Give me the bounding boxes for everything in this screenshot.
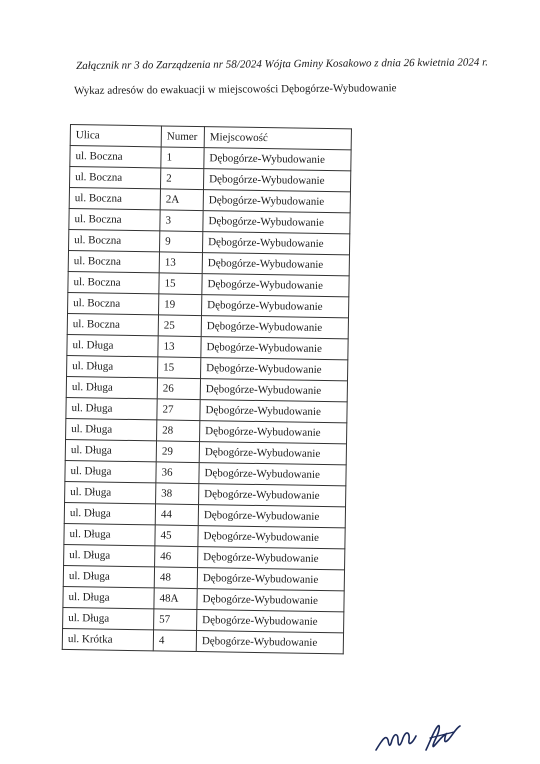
table-body	[62, 146, 351, 654]
cell-number: 13	[158, 336, 201, 358]
cell-number: 1	[161, 147, 204, 169]
cell-number: 13	[159, 252, 202, 274]
header-number: Numer	[161, 126, 204, 148]
cell-locality: Dębogórze-Wybudowanie	[199, 442, 346, 465]
cell-locality: Dębogórze-Wybudowanie	[199, 484, 346, 507]
cell-locality: Dębogórze-Wybudowanie	[204, 148, 351, 171]
cell-street: ul. Długa	[65, 481, 156, 503]
cell-street: ul. Długa	[63, 607, 154, 629]
cell-street: ul. Krótka	[62, 628, 153, 650]
cell-locality: Dębogórze-Wybudowanie	[200, 379, 347, 402]
cell-locality: Dębogórze-Wybudowanie	[198, 505, 345, 528]
cell-locality: Dębogórze-Wybudowanie	[196, 631, 343, 654]
cell-street: ul. Długa	[64, 544, 155, 566]
cell-locality: Dębogórze-Wybudowanie	[202, 274, 349, 297]
cell-street: ul. Boczna	[68, 250, 159, 272]
handwritten-signature-icon	[372, 718, 466, 758]
cell-locality: Dębogórze-Wybudowanie	[202, 295, 349, 318]
cell-number: 3	[160, 210, 203, 232]
cell-street: ul. Długa	[63, 565, 154, 587]
cell-street: ul. Boczna	[69, 229, 160, 251]
cell-street: ul. Długa	[67, 334, 158, 356]
cell-locality: Dębogórze-Wybudowanie	[202, 232, 349, 255]
cell-locality: Dębogórze-Wybudowanie	[202, 253, 349, 276]
address-table	[62, 124, 352, 654]
cell-locality: Dębogórze-Wybudowanie	[197, 610, 344, 633]
cell-street: ul. Długa	[65, 460, 156, 482]
table-row	[62, 628, 343, 653]
document-subheading: Wykaz adresów do ewakuacji w miejscowości Dębogórze-Wybudowanie	[74, 82, 397, 97]
cell-street: ul. Długa	[64, 502, 155, 524]
cell-street: ul. Boczna	[67, 313, 158, 335]
cell-street: ul. Długa	[64, 523, 155, 545]
cell-locality: Dębogórze-Wybudowanie	[201, 316, 348, 339]
cell-number: 19	[159, 294, 202, 316]
cell-locality: Dębogórze-Wybudowanie	[203, 211, 350, 234]
header-locality: Miejscowość	[204, 127, 351, 150]
cell-locality: Dębogórze-Wybudowanie	[200, 421, 347, 444]
cell-locality: Dębogórze-Wybudowanie	[201, 337, 348, 360]
cell-street: ul. Boczna	[68, 292, 159, 314]
cell-number: 4	[153, 630, 196, 652]
cell-locality: Dębogórze-Wybudowanie	[203, 169, 350, 192]
cell-number: 28	[157, 420, 200, 442]
cell-number: 2A	[160, 189, 203, 211]
cell-number: 26	[157, 378, 200, 400]
cell-number: 46	[155, 546, 198, 568]
cell-locality: Dębogórze-Wybudowanie	[197, 568, 344, 591]
cell-locality: Dębogórze-Wybudowanie	[201, 358, 348, 381]
cell-street: ul. Boczna	[69, 208, 160, 230]
cell-number: 15	[158, 357, 201, 379]
cell-street: ul. Boczna	[70, 167, 161, 189]
cell-locality: Dębogórze-Wybudowanie	[198, 547, 345, 570]
document-heading: Załącznik nr 3 do Zarządzenia nr 58/2024 Wójta Gminy Kosakowo z dnia 26 kwietnia 2024 r.	[76, 56, 488, 72]
cell-locality: Dębogórze-Wybudowanie	[199, 463, 346, 486]
cell-number: 57	[154, 609, 197, 631]
cell-number: 15	[159, 273, 202, 295]
cell-number: 27	[157, 399, 200, 421]
cell-street: ul. Długa	[67, 355, 158, 377]
header-street: Ulica	[70, 125, 161, 147]
cell-number: 25	[158, 315, 201, 337]
cell-street: ul. Długa	[66, 418, 157, 440]
cell-number: 36	[156, 462, 199, 484]
cell-street: ul. Długa	[66, 376, 157, 398]
cell-number: 2	[160, 168, 203, 190]
cell-street: ul. Boczna	[70, 146, 161, 168]
cell-locality: Dębogórze-Wybudowanie	[203, 190, 350, 213]
cell-locality: Dębogórze-Wybudowanie	[198, 526, 345, 549]
address-table-wrapper	[62, 124, 352, 654]
cell-street: ul. Boczna	[68, 271, 159, 293]
cell-number: 38	[156, 483, 199, 505]
cell-number: 29	[156, 441, 199, 463]
cell-number: 48A	[154, 588, 197, 610]
cell-street: ul. Długa	[65, 439, 156, 461]
cell-street: ul. Boczna	[69, 188, 160, 210]
cell-number: 9	[160, 231, 203, 253]
cell-locality: Dębogórze-Wybudowanie	[200, 400, 347, 423]
cell-locality: Dębogórze-Wybudowanie	[197, 589, 344, 612]
cell-number: 44	[155, 504, 198, 526]
cell-street: ul. Długa	[66, 397, 157, 419]
cell-street: ul. Długa	[63, 586, 154, 608]
cell-number: 45	[155, 525, 198, 547]
cell-number: 48	[154, 567, 197, 589]
